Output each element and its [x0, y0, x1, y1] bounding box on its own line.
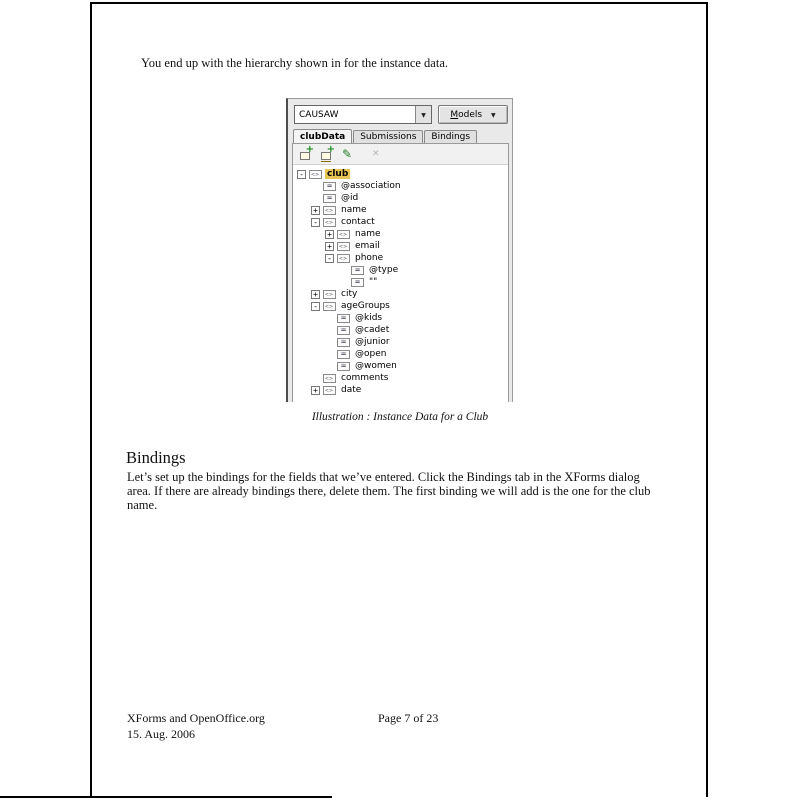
bottom-edge-line: [0, 796, 332, 798]
tree-item-label: email: [355, 241, 380, 251]
element-node-icon: [323, 218, 336, 227]
tree-item-label: @kids: [355, 313, 383, 323]
attribute-node-icon: [337, 326, 350, 335]
tree-item[interactable]: [297, 240, 508, 252]
attribute-underbar: [321, 161, 331, 162]
element-node-icon: [337, 254, 350, 263]
tree-item[interactable]: [297, 372, 508, 384]
tree-item[interactable]: [297, 288, 508, 300]
element-node-icon: [323, 386, 336, 395]
tree-item-label: @women: [355, 361, 397, 371]
instance-panel: [292, 143, 509, 402]
expand-expander-icon[interactable]: [325, 230, 334, 239]
tree-item-label: @id: [341, 193, 359, 203]
tree-item[interactable]: [297, 336, 508, 348]
tree-item[interactable]: [297, 264, 508, 276]
dialog-tabbar: [293, 129, 478, 144]
text-node-icon: [351, 278, 364, 287]
tree-item-label: phone: [355, 253, 384, 263]
tree-item[interactable]: [297, 192, 508, 204]
tree-item-label: comments: [341, 373, 389, 383]
tree-item-label: club: [327, 169, 349, 179]
attribute-node-icon: [337, 350, 350, 359]
attribute-node-icon: [337, 338, 350, 347]
tree-item-label: city: [341, 289, 358, 299]
instance-toolbar: [293, 144, 508, 165]
expand-expander-icon[interactable]: [311, 206, 320, 215]
tree-item-label: "": [369, 277, 378, 287]
tree-item-label: @cadet: [355, 325, 390, 335]
element-node-icon: [323, 206, 336, 215]
section-heading: Bindings: [126, 448, 186, 467]
tab-clubdata[interactable]: clubData: [293, 129, 352, 144]
footer-date: 15. Aug. 2006: [127, 727, 196, 741]
tree-item-label: @junior: [355, 337, 390, 347]
tree-item[interactable]: [297, 216, 508, 228]
attribute-node-icon: [337, 362, 350, 371]
attribute-node-icon: [323, 182, 336, 191]
attribute-node-icon: [351, 266, 364, 275]
chevron-down-icon: [421, 110, 426, 120]
element-node-icon: [337, 242, 350, 251]
model-selector-combobox[interactable]: [294, 105, 432, 124]
collapse-expander-icon[interactable]: [325, 254, 334, 263]
tree-item-label: @association: [341, 181, 401, 191]
tree-item-label: name: [355, 229, 381, 239]
tab-submissions[interactable]: Submissions: [353, 130, 423, 144]
insert-element-icon[interactable]: [299, 147, 315, 162]
combobox-dropdown-button[interactable]: [415, 106, 431, 123]
tree-item-label: ageGroups: [341, 301, 390, 311]
tree-item[interactable]: [297, 384, 508, 396]
tree-item[interactable]: [297, 360, 508, 372]
attribute-node-icon: [337, 314, 350, 323]
element-node-icon: [323, 374, 336, 383]
element-node-icon: [309, 170, 322, 179]
tree-item-label: @type: [369, 265, 399, 275]
tree-item[interactable]: [297, 348, 508, 360]
tree-item[interactable]: [297, 168, 508, 180]
models-button-label: Models: [450, 109, 483, 120]
figure-caption: Illustration : Instance Data for a Club: [311, 411, 489, 423]
expand-expander-icon[interactable]: [311, 386, 320, 395]
tree-item-label: contact: [341, 217, 375, 227]
tree-item[interactable]: [297, 276, 508, 288]
collapse-expander-icon[interactable]: [311, 302, 320, 311]
xforms-data-navigator-dialog: [286, 98, 513, 402]
edit-icon[interactable]: [341, 147, 357, 162]
tree-item[interactable]: [297, 324, 508, 336]
expand-expander-icon[interactable]: [325, 242, 334, 251]
element-node-icon: [323, 290, 336, 299]
attribute-node-icon: [323, 194, 336, 203]
insert-attribute-icon[interactable]: [320, 147, 336, 162]
footer-document-title: XForms and OpenOffice.org: [127, 711, 265, 725]
tab-bindings[interactable]: Bindings: [424, 130, 477, 144]
tree-item[interactable]: [297, 204, 508, 216]
models-button[interactable]: [438, 105, 508, 124]
tree-item[interactable]: [297, 228, 508, 240]
tree-item-label: date: [341, 385, 362, 395]
footer-page-number: Page 7 of 23: [378, 711, 439, 725]
element-node-icon: [337, 230, 350, 239]
model-selector-value: CAUSAW: [299, 109, 339, 120]
tree-item[interactable]: [297, 252, 508, 264]
chevron-down-icon: [491, 110, 496, 120]
intro-paragraph: You end up with the hierarchy shown in for the instance data.: [141, 56, 448, 70]
instance-tree: [293, 165, 508, 396]
tree-item-label: @open: [355, 349, 387, 359]
section-paragraph: Let’s set up the bindings for the fields that we’ve entered. Click the Bindings tab in the XForms dialog area. If there are already bindings there, delete them. The first binding we will add is the one for the club name.: [127, 470, 651, 513]
delete-icon[interactable]: [369, 147, 385, 162]
expand-expander-icon[interactable]: [311, 290, 320, 299]
tree-item-label: name: [341, 205, 367, 215]
tree-item[interactable]: [297, 312, 508, 324]
collapse-expander-icon[interactable]: [311, 218, 320, 227]
element-node-icon: [323, 302, 336, 311]
collapse-expander-icon[interactable]: [297, 170, 306, 179]
tree-item[interactable]: [297, 180, 508, 192]
tree-item[interactable]: [297, 300, 508, 312]
